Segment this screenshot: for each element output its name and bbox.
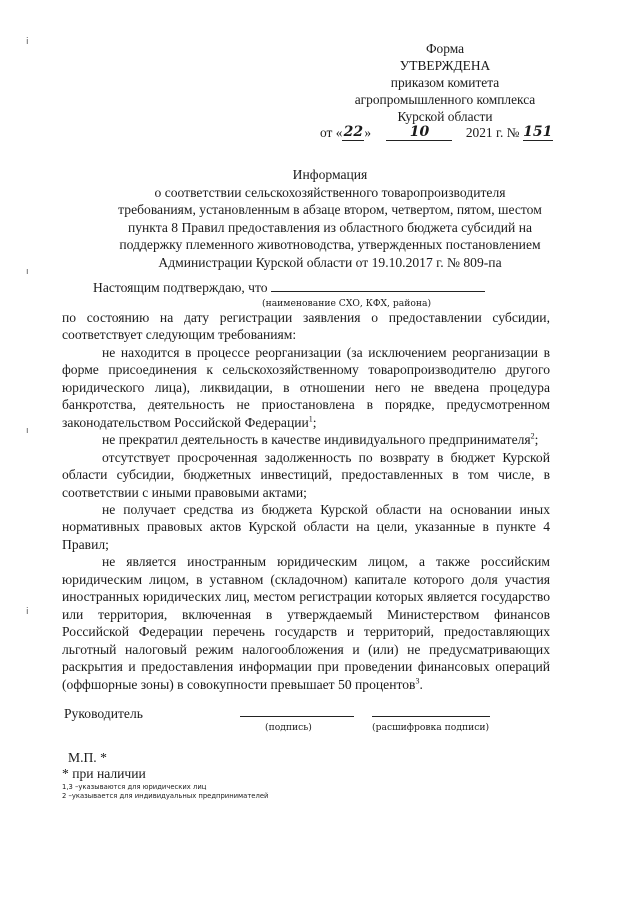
footnote-ref: 1 [308,414,313,424]
stamp-note: * при наличии [62,766,146,781]
region-line: Курской области [397,109,493,124]
footnote-ref: 2 [530,431,535,441]
date-year: 2021 г. № [465,125,520,140]
date-day: 22 [343,124,364,141]
approved-label: УТВЕРЖДЕНА [399,58,491,73]
document-title: Информация [292,167,368,182]
date-month: 10 [409,124,430,141]
order-number: 151 [523,124,553,141]
footnote: 1,3 –указываются для юридических лиц [62,783,207,791]
requirement-item: не получает средства из бюджета Курской области на основании иных нормативных правовых актов Курской области на цели, указанные в пункте 4 Правил; [62,501,550,552]
requirements-body [62,309,550,693]
order-date-line [320,124,553,141]
stamp-place-label: М.П. * [68,750,107,765]
requirement-item: не является иностранным юридическим лицом, а также российским юридическим лицом, в уставном (складочном) капитале которого доля участия иностранных юридических лиц, местом регистрации которых является государство или территория, включенная в утверждаемый Министерством финансов Российской Федерации перечень государств и территорий, предоставляющих льготный налоговый режим налогообложения и (или) не предусматривающих раскрытия и предоставления информации при проведении финансовых операций (оффшорные зоны) в совокупности превышает 50 процентов$^3$. [62,554,550,692]
organization-name-field[interactable] [271,278,485,292]
order-line: приказом комитета [390,75,500,90]
date-suffix: » [364,125,372,140]
organization-name-caption: (наименование СХО, КФХ, района) [262,298,432,309]
requirement-item: не находится в процессе реорганизации (за исключением реорганизации в форме присоединения к сельскохозяйственному товаропроизводителю другого юридического лица), ликвидации, в отношении него не введена процедура банкротства, деятельность не приостановлена в порядке, предусмотренном законодательством Российской Федерации$^1$; [62,344,550,430]
confirm-line [93,278,485,296]
heading-line: Администрации Курской области от 19.10.2017 г. № 809-па [158,254,502,270]
margin-mark: i [26,607,29,617]
footnote-ref: 3 [415,675,420,685]
margin-mark: i [26,37,29,47]
margin-mark: ı [26,426,29,436]
heading-line: пункта 8 Правил предоставления из областного бюджета субсидий на [127,219,533,235]
confirm-text: Настоящим подтверждаю, что [93,280,268,295]
requirements-intro: по состоянию на дату регистрации заявления о предоставлении субсидии, соответствует следующим требованиям: [62,310,550,343]
signature-caption: (подпись) [265,722,312,733]
footnote: 2 –указывается для индивидуальных предпринимателей [62,792,269,800]
heading-line: требованиям, установленным в абзаце втором, четвертом, пятом, шестом [118,202,542,218]
date-prefix: от « [320,125,343,140]
form-label: Форма [425,41,465,56]
requirement-item: не прекратил деятельность в качестве индивидуального предпринимателя$^2$; [102,431,539,448]
head-label: Руководитель [64,706,143,721]
approval-block [300,40,590,125]
margin-mark: ı [26,267,29,277]
heading-line: поддержку племенного животноводства, утвержденных постановлением [119,237,541,253]
signature-decoding-field[interactable] [372,702,490,717]
heading-line: о соответствии сельскохозяйственного товаропроизводителя [154,184,506,200]
requirement-item: отсутствует просроченная задолженность по возврату в бюджет Курской области субсидии, бюджетных инвестиций, предоставленных в том числе, в соответствии с иными правовыми актами; [62,449,550,500]
document-heading [60,166,600,272]
signature-field[interactable] [240,702,354,717]
committee-line: агропромышленного комплекса [354,92,536,107]
signature-decoding-caption: (расшифровка подписи) [372,722,490,733]
